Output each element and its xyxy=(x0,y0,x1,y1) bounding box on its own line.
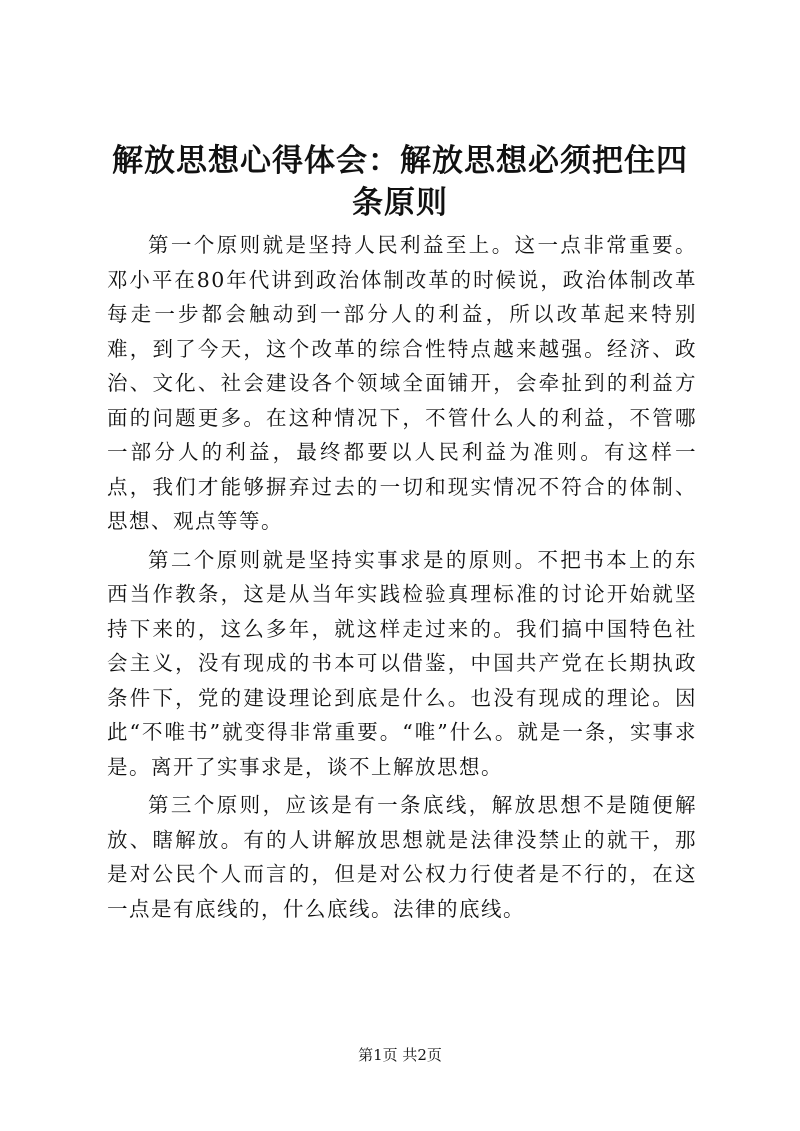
paragraph-3: 第三个原则，应该是有一条底线，解放思想不是随便解放、瞎解放。有的人讲解放思想就是法律没禁止的就干，那是对公民个人而言的，但是对公权力行使者是不行的，在这一点是有底线的，什么底线。法律的底线。 xyxy=(107,793,697,921)
document-body xyxy=(107,228,697,930)
document-title: 解放思想心得体会：解放思想必须把住四条原则 xyxy=(112,143,688,221)
page-footer: 第1页 共2页 xyxy=(358,1046,442,1064)
paragraph-1: 第一个原则就是坚持人民利益至上。这一点非常重要。邓小平在80年代讲到政治体制改革的时候说，政治体制改革每走一步都会触动到一部分人的利益，所以改革起来特别难，到了今天，这个改革的综合性特点越来越强。经济、政治、文化、社会建设各个领域全面铺开，会牵扯到的利益方面的问题更多。在这种情况下，不管什么人的利益，不管哪一部分人的利益，最终都要以人民利益为准则。有这样一点，我们才能够摒弃过去的一切和现实情况不符合的体制、思想、观点等等。 xyxy=(107,233,697,533)
paragraph-2: 第二个原则就是坚持实事求是的原则。不把书本上的东西当作教条，这是从当年实践检验真理标准的讨论开始就坚持下来的，这么多年，就这样走过来的。我们搞中国特色社会主义，没有现成的书本可以借鉴，中国共产党在长期执政条件下，党的建设理论到底是什么。也没有现成的理论。因此“不唯书”就变得非常重要。“唯”什么。就是一条，实事求是。离开了实事求是，谈不上解放思想。 xyxy=(107,547,697,779)
